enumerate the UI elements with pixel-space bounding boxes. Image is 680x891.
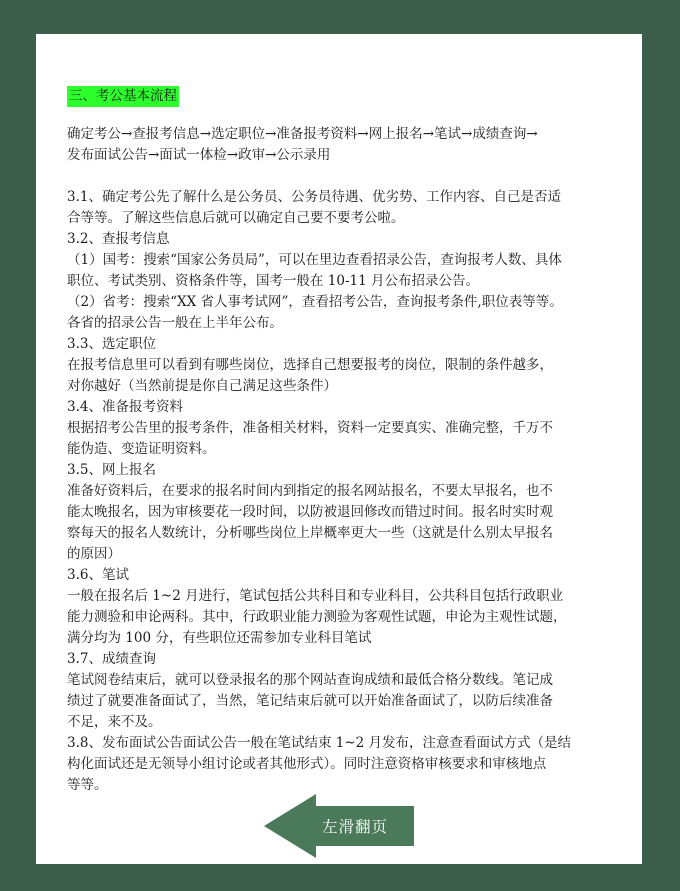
section-heading: 三、考公基本流程 xyxy=(67,86,179,107)
section-3-4 xyxy=(67,397,619,460)
section-text: 能太晚报名，因为审核要花一段时间，以防被退回修改而错过时间。报名时实时观 xyxy=(67,504,553,520)
section-3-6 xyxy=(67,565,619,649)
section-text: 笔试阅卷结束后，就可以登录报名的那个网站查询成绩和最低合格分数线。笔记成 xyxy=(67,672,553,688)
document-page xyxy=(36,34,642,864)
section-title: 3.8、发布面试公告面试公告一般在笔试结束 1~2 月发布，注意查看面试方式（是结 xyxy=(67,735,572,751)
section-text: 等等。 xyxy=(67,777,108,793)
section-text: 一般在报名后 1~2 月进行，笔试包括公共科目和专业科目，公共科目包括行政职业 xyxy=(67,588,564,604)
section-title: 3.6、笔试 xyxy=(67,567,129,583)
section-3-8 xyxy=(67,733,619,796)
section-text: 满分均为 100 分，有些职位还需参加专业科目笔试 xyxy=(67,630,372,646)
section-text: 各省的招录公告一般在上半年公布。 xyxy=(67,315,283,331)
document-content xyxy=(67,86,619,796)
section-text: 察每天的报名人数统计，分析哪些岗位上岸概率更大一些（这就是什么别太早报名 xyxy=(67,525,553,541)
section-title: 3.2、查报考信息 xyxy=(67,231,170,247)
section-text: 的原因） xyxy=(67,546,121,562)
section-3-1 xyxy=(67,187,619,229)
section-text: 准备好资料后，在要求的报名时间内到指定的报名网站报名，不要太早报名，也不 xyxy=(67,483,553,499)
section-title: 3.5、网上报名 xyxy=(67,462,156,478)
swipe-left-page-button[interactable] xyxy=(264,794,414,858)
section-text: 绩过了就要准备面试了，当然，笔记结束后就可以开始准备面试了，以防后续准备 xyxy=(67,693,553,709)
section-3-5 xyxy=(67,460,619,565)
section-text: 能力测验和申论两科。其中，行政职业能力测验为客观性试题，申论为主观性试题， xyxy=(67,609,567,625)
section-text: （1）国考：搜索“国家公务员局”，可以在里边查看招录公告，查询报考人数、具体 xyxy=(67,252,562,268)
swipe-label: 左滑翻页 xyxy=(322,818,389,836)
section-text: 对你越好（当然前提是你自己满足这些条件） xyxy=(67,378,337,394)
section-text: （2）省考：搜索“XX 省人事考试网”，查看招考公告，查询报考条件,职位表等等。 xyxy=(67,294,563,310)
section-text: 合等等。了解这些信息后就可以确定自己要不要考公啦。 xyxy=(67,210,405,226)
section-text: 能伪造、变造证明资料。 xyxy=(67,441,216,457)
section-title: 3.1、确定考公先了解什么是公务员、公务员待遇、优劣势、工作内容、自己是否适 xyxy=(67,189,561,205)
section-3-2 xyxy=(67,229,619,334)
section-3-7 xyxy=(67,649,619,733)
section-text: 构化面试还是无领导小组讨论或者其他形式）。同时注意资格审核要求和审核地点 xyxy=(67,756,547,772)
flow-line: 发布面试公告→面试一体检→政审→公示录用 xyxy=(67,147,331,163)
section-text: 根据招考公告里的报考条件，准备相关材料，资料一定要真实、准确完整，千万不 xyxy=(67,420,553,436)
section-title: 3.3、选定职位 xyxy=(67,336,156,352)
section-title: 3.4、准备报考资料 xyxy=(67,399,183,415)
process-flow xyxy=(67,124,619,166)
section-3-3 xyxy=(67,334,619,397)
section-text: 在报考信息里可以看到有哪些岗位，选择自己想要报考的岗位，限制的条件越多， xyxy=(67,357,553,373)
section-text: 职位、考试类别、资格条件等，国考一般在 10-11 月公布招录公告。 xyxy=(67,273,479,289)
section-title: 3.7、成绩查询 xyxy=(67,651,156,667)
section-text: 不足，来不及。 xyxy=(67,714,162,730)
flow-line: 确定考公→查报考信息→选定职位→准备报考资料→网上报名→笔试→成绩查询→ xyxy=(67,126,538,142)
